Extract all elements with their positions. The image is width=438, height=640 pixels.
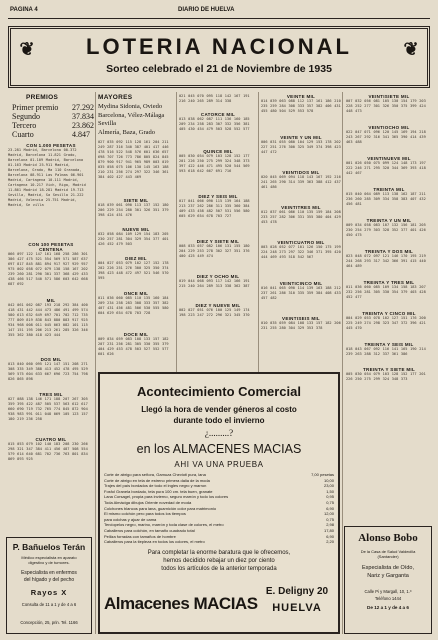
- numbers-block: 027 035 092 115 128 161 204 211 249 287 316 340 387 401 417 446 478 516 522 548 576 601 636 657 698 707 726 773 786 805 824 845 879 900 917 941 965 989 003 019 035 058 075 106 130 145 163 188 210 231 256 274 297 322 346 361 384 402 427 443 469: [98, 140, 169, 179]
- numbers-block: 015 040 064 089 113 138 162 187 211 236 260 285 309 334 358 383 407 432 456 481: [346, 192, 426, 206]
- price-item: Trajes del país bordados de todo el ingles negro y marron: [104, 483, 207, 489]
- numbers-block: 003 028 052 077 101 126 150 175 199 224 248 273 297 322 346 371 395 420 444 469 493 518 542 567: [261, 245, 341, 259]
- mayores-place: Sevilla: [98, 120, 117, 127]
- mayores-place: Mydina Sidonia, Oviedo: [98, 103, 163, 110]
- premio-value: 27.292: [72, 103, 94, 112]
- price-value: 17,80: [323, 527, 334, 533]
- ad-closing: todos los artículos de la anterior temporada: [161, 566, 277, 572]
- ad-banuelos: [6, 537, 92, 634]
- section-heading: DIEZ Y NUEVE MIL: [195, 303, 241, 308]
- section-heading: TREINTA Y SIETE MIL: [362, 367, 416, 372]
- mayores-place: Almería, Baza, Grado: [98, 128, 156, 136]
- numbers-block: 004 027 053 079 102 127 152 178 202 226 251 276 300 325 350 374 398 423 448 472 497 521 546 570 595: [98, 261, 169, 280]
- ad-city: HUELVA: [272, 602, 322, 614]
- section-heading: VEINTINUEVE MIL: [367, 156, 411, 161]
- numbers-block: 004 029 053 078 102 127 151 176 200 225 249 274 298 323 347 372 396 421 445 470: [346, 316, 426, 330]
- price-item: Caballeros para la tiepleza en todos los colores, el metro: [104, 539, 205, 545]
- ad-closing: Para completar la enorme baratura que le ofrecemos,: [147, 550, 291, 556]
- section-heading: DIEZ Y SEIS MIL: [198, 194, 238, 199]
- numbers-block: 005 030 054 079 103 128 152 177 201 226 250 275 299 324 348 373 397 422 446 471 495 520 544 569 593 618 642 667 691 716: [179, 154, 250, 173]
- numbers-block: 007 032 056 081 105 130 154 179 203 228 252 277 301 326 350 375 399 424 448 473: [346, 99, 426, 113]
- numbers-block: 002 027 051 076 100 125 149 174 198 223 247 272 296 321 345 370: [179, 308, 250, 317]
- numbers-block: 013 040 060 095 121 147 151 208 271 308 335 349 388 413 452 478 495 529 569 575 604 633 667 696 723 754 798 826 865 898: [8, 362, 88, 381]
- numbers-block: 006 031 055 080 104 129 153 178 202 227 251 276 300 325 349 374 398 423 447 472: [261, 140, 341, 154]
- price-value: 0,75: [326, 499, 334, 505]
- numbers-block: 021 045 070 095 118 142 167 191 216 240 265 289 314 338: [179, 94, 250, 103]
- section-heading: TREINTA Y CINCO MIL: [362, 311, 416, 316]
- section-heading: DOS MIL: [40, 357, 62, 362]
- ad-line: durante todo el invierno: [173, 416, 265, 425]
- ad-rayos: Rayos X: [30, 588, 68, 597]
- price-item: Caballeros para colchón, en tamaño cuadrado total: [104, 527, 195, 533]
- mayores-list: [98, 103, 174, 137]
- section-heading: NUEVE MIL: [122, 227, 150, 232]
- ad-line: digestivo y de tumores.: [28, 560, 70, 565]
- price-item: para colchas y ajuar de cama: [104, 516, 157, 522]
- numbers-block: 001 026 050 075 099 124 148 173 197 222 246 271 295 320 344 369 393 418 442 467: [346, 161, 426, 175]
- ad-store-name: en los ALMACENES MACIAS: [136, 442, 302, 456]
- numbers-block: 015 053 079 102 140 183 208 230 266 298 321 347 384 411 456 487 508 554 579 614 640 681 702 736 763 801 834 869 893 925: [8, 442, 88, 461]
- ad-tag: AHI VA UNA PRUEBA: [174, 460, 264, 469]
- numbers-block: 017 041 066 090 115 139 164 188 213 237 262 286 311 335 360 384 409 433 458 482 507 531 556 580 605 629 654 678 703 727: [179, 199, 250, 218]
- ad-line: Nariz y Garganta: [367, 573, 409, 579]
- ad-line: De la Casa de Salud Valdecilla: [360, 549, 416, 554]
- section-heading: CATORCE MIL: [200, 112, 236, 117]
- ad-line: Especialista de Oído,: [362, 565, 414, 571]
- premios-sub-heading-3: CENTENA: [39, 247, 63, 252]
- numbers-block: 016 041 065 090 114 139 163 188 212 237 261 286 310 335 359 384 408 433 457 482: [261, 286, 341, 300]
- mayores-place: Barcelona, Vélez-Málaga: [98, 111, 165, 119]
- numbers-block: 023 048 072 097 121 146 170 195 219 244 268 293 317 342 366 391 415 440 464 489: [346, 254, 426, 268]
- section-heading: TRES MIL: [39, 392, 63, 397]
- ad-almacenes-macias: [98, 372, 340, 634]
- ad-line: (Santander): [377, 554, 399, 559]
- ad-consulta: Consulta de 11 a 1 y de 4 a 6: [21, 602, 77, 607]
- banner-title: LOTERIA NACIONAL: [86, 34, 352, 59]
- price-item: Corte de abrigo para señora, Gamuza Chevioti pura, lana: [104, 472, 206, 477]
- page-number: PAGINA 4: [10, 7, 38, 13]
- price-value: 10,00: [323, 477, 334, 483]
- section-heading: TREINTA Y DOS MIL: [364, 249, 414, 254]
- section-heading: SIETE MIL: [123, 198, 149, 203]
- price-item: Terciopelos negro, marino, marrón y toda clase de colores, el metro: [104, 522, 224, 528]
- numbers-block: 011 036 060 085 109 134 158 183 207 232 256 281 305 330 354 379 403 428 452 477: [346, 285, 426, 299]
- numbers-block: 013 038 062 087 111 136 160 185 209 234 258 283 307 332 356 381 405 430 454 479 503 528 552 577: [179, 117, 250, 131]
- price-value: 0,75: [326, 516, 334, 522]
- numbers-block: 027 088 138 146 171 188 207 267 305 359 395 422 487 505 537 563 612 617 660 690 719 732 765 774 845 872 904 938 983 991 011 048 069 105 123 157 180 219 236 258: [8, 397, 88, 421]
- ad-line: Médico especialista en aparato: [21, 555, 77, 560]
- numbers-block: 011 036 060 085 110 135 160 184 209 234 258 283 308 333 357 382 407 431 456 481 506 530 555 580 604 629 654 678 703 728: [98, 296, 169, 315]
- numbers-block: 042 061 062 087 193 218 292 384 400 418 431 442 444 473 486 491 499 574 580 613 632 649 697 701 702 712 735 777 809 819 838 843 880 883 917 925 934 968 008 011 045 063 082 101 115 147 151 195 206 213 261 285 326 346 355 362 380 418 423 444: [8, 303, 88, 337]
- numbers-block: 020 045 069 094 118 143 167 192 216 241 265 290 314 339 363 388 412 437 461 486: [261, 175, 341, 189]
- ad-line: Especialista en enfermos: [21, 570, 77, 576]
- column-divider: [95, 92, 96, 634]
- banner-subtitle: Sorteo celebrado el 21 de Noviembre de 1935: [106, 63, 332, 75]
- numbers-block: 008 033 057 082 106 131 155 180 204 229 253 278 302 327 351 376 400 425 449 474: [179, 244, 250, 258]
- numbers-block: 009 034 059 083 108 133 157 182 207 231 256 281 305 330 355 379 404 429 453 478 503 527 552 577 601 626: [98, 337, 169, 356]
- section-heading: DOCE MIL: [123, 332, 149, 337]
- column-2: [98, 94, 174, 371]
- ornament-left-icon: ❦: [19, 39, 35, 59]
- premios-sub-heading: CON 1.000 PESETAS: [26, 143, 76, 148]
- premios-sub-heading-2: CON 100 PESETAS: [28, 242, 74, 247]
- ad-name: Alonso Bobo: [358, 532, 418, 544]
- numbers-block: 019 044 068 093 117 142 166 191 215 240 264 289 313 338 362 387: [179, 279, 250, 288]
- lottery-banner: [8, 26, 430, 88]
- price-item: El mismo colchón pero para todos los tiempos: [104, 511, 186, 517]
- section-heading: VEINTICINCO MIL: [279, 281, 323, 286]
- mayores-heading: MAYORES: [98, 94, 133, 101]
- price-value: 6,90: [326, 533, 334, 539]
- numbers-block: 010 035 059 084 108 133 157 182 206 231 255 280 304 329 353 378: [261, 321, 341, 330]
- ad-title: Acontecimiento Comercial: [137, 384, 301, 399]
- ad-question: ¿.........?: [204, 428, 234, 438]
- ad-name: P. Bañuelos Terán: [12, 542, 86, 552]
- numbers-block: 032 058 084 109 129 154 183 205 230 257 281 304 329 354 377 401 426 452 479 503: [98, 232, 169, 246]
- price-list: [104, 472, 334, 548]
- section-heading: CUATRO MIL: [35, 437, 67, 442]
- ad-alonso-bobo: [344, 526, 432, 634]
- section-heading: TREINTA Y SEIS MIL: [364, 342, 414, 347]
- section-heading: VEINTITRES MIL: [281, 205, 321, 210]
- price-row: [104, 539, 334, 545]
- ad-brand: Almacenes MACIAS: [104, 594, 258, 613]
- premio-value: 23.862: [72, 121, 94, 130]
- price-value: 23,00: [323, 483, 334, 489]
- page-header: [8, 4, 430, 19]
- price-item: Fosfol Granela bordado, tela pura 100 cm. tela buen, granate: [104, 488, 213, 494]
- section-heading: DIEZ Y OCHO MIL: [196, 274, 240, 279]
- ad-line: Llegó la hora de vender géneros al costo: [141, 405, 297, 414]
- price-item: Toda Almáciga dibujos Oriente novedad de moda: [104, 499, 192, 505]
- numbers-block: 005 030 054 079 103 128 152 177 201 226 250 275 299 324 348 373: [346, 372, 426, 381]
- premio-label: Cuarto: [12, 130, 34, 139]
- premios-heading: PREMIOS: [26, 94, 59, 101]
- section-heading: TREINTA Y UN MIL: [366, 218, 412, 223]
- price-value: 6,90: [326, 505, 334, 511]
- premio-value: 37.834: [72, 112, 94, 121]
- ornament-right-icon: ❦: [403, 39, 419, 59]
- numbers-block: 018 043 067 092 116 141 165 190 214 239 263 288 312 337 361 386: [346, 347, 426, 356]
- section-heading: DIEZ Y SIETE MIL: [196, 239, 240, 244]
- ad-closing: hemos decidido rebajar un diez por ciento: [163, 558, 275, 564]
- numbers-block: 014 039 063 088 112 137 161 186 210 235 259 284 308 333 357 382 406 431 455 480 504 529 553 578: [261, 99, 341, 113]
- ad-phone: Teléfono 1444: [374, 596, 402, 601]
- section-heading: VEINTE MIL: [286, 94, 316, 99]
- price-item: Lana Corsagel, propia para invierno, seguro marrón y todo los colores: [104, 494, 229, 500]
- section-heading: VEINTISIETE MIL: [368, 94, 410, 99]
- price-value: 0,95: [326, 494, 334, 500]
- price-item: Pelliza forradas con tamaños de hombre: [104, 533, 176, 539]
- premio-label: Primer premio: [12, 103, 59, 112]
- section-heading: DIEZ MIL: [125, 256, 147, 261]
- numbers-block: 009 034 058 083 107 132 156 181 205 230 254 279 303 328 352 377 401 426 450 475: [346, 223, 426, 237]
- price-item: Colchones blancos para lana, guarnición color para matrimonio: [104, 505, 217, 511]
- numbers-block: 066 097 122 147 161 168 258 286 301 386 427 475 521 554 569 571 587 637 697 817 845 881 894 917 927 929 957 975 002 058 072 079 138 158 167 202 239 260 281 290 301 337 368 429 433 438 466 517 540 571 586 603 642 668 687 692: [8, 252, 88, 286]
- section-heading: VEINTICUATRO MIL: [277, 240, 325, 245]
- numbers-block: 022 047 071 096 120 145 169 194 218 243 267 292 316 341 365 390 414 439 463 488: [346, 130, 426, 144]
- premios-block: [8, 94, 94, 476]
- premios-list: [8, 101, 94, 139]
- column-4: [261, 94, 341, 345]
- section-heading: TREINTA MIL: [373, 187, 405, 192]
- column-3: [179, 94, 257, 332]
- section-heading: MIL: [46, 298, 56, 303]
- ad-hours: De 12 a 1 y de 4 a 6: [367, 605, 409, 610]
- column-divider: [342, 92, 343, 634]
- price-value: 12,00: [323, 511, 334, 517]
- section-heading: VEINTE Y UN MIL: [280, 135, 322, 140]
- section-heading: QUINCE MIL: [203, 149, 233, 154]
- ad-address: Calle Pi y Margall, 10, 1.º: [364, 589, 412, 594]
- section-heading: ONCE MIL: [123, 291, 149, 296]
- numbers-block: 018 039 061 090 113 137 152 180 206 229 254 280 301 326 351 379 398 424 451 476: [98, 203, 169, 217]
- ad-line: del hígado y del pecho: [23, 577, 75, 583]
- numbers-block: 012 037 061 086 110 135 159 184 208 233 257 282 306 331 355 380 404 429 453 478: [261, 210, 341, 224]
- price-value: 2,20: [326, 539, 334, 545]
- section-heading: VEINTIDOS MIL: [282, 170, 320, 175]
- ad-address: E. Deligny 20: [265, 586, 329, 597]
- newspaper-name: DIARIO DE HUELVA: [178, 7, 235, 13]
- price-value: 1,50: [326, 488, 334, 494]
- section-heading: VEINTISEIS MIL: [282, 316, 320, 321]
- numbers-block: 23.281 Madrid, Barcelona 00.372 Madrid, Barcelona 11.821 Grado, Barcelona 01.109 Madrid, Barcelona 01.163 Madrid 25.911 Madrid, Barcelona, Grado, Ma 110 Granada, Barcelona 08.911 Las Palmas 06.901 Madrid, Cartagena 10.111 Madrid, Cartagena 10.217 Vich, Riga, Madrid 11.861 Madrid 18.281 Madrid 19.713 Sevilla, Madrid, Sa Sevilla 21.222 Madrid, Valencia 25.751 Madrid, Madrid, Se villa: [8, 148, 86, 207]
- premio-label: Tercero: [12, 121, 37, 130]
- price-value: 2,98: [326, 522, 334, 528]
- premio-label: Segundo: [12, 112, 40, 121]
- premio-value: 4.847: [72, 130, 90, 139]
- price-value: 7,00 pesetas: [311, 472, 334, 477]
- section-heading: TREINTA Y TRES MIL: [363, 280, 415, 285]
- price-item: Corte de abrigo en tela de estreno primera dalia de la moda: [104, 477, 210, 483]
- section-heading: VEINTIOCHO MIL: [368, 125, 410, 130]
- column-5: [346, 94, 432, 392]
- ad-address: Concepción, 25, prin. Tel. 1166: [20, 620, 78, 625]
